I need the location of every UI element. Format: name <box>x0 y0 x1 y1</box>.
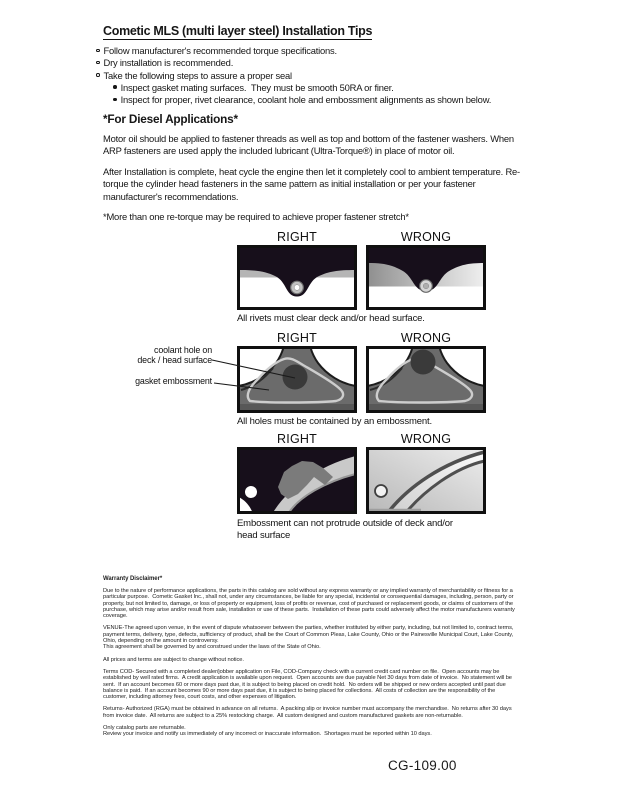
doc-number: CG-109.00 <box>388 758 457 773</box>
section-paragraph: Motor oil should be applied to fastener threads as well as top and bottom of the fastener washers. When ARP fasteners are used apply the included lubricant (Ultra-Torque®) in place of motor oil. <box>103 133 516 157</box>
diesel-applications-section <box>103 112 527 231</box>
right-label: RIGHT <box>277 230 317 244</box>
legal-paragraph-terms: Terms COD- Secured with a completed dealer/jobber application on File, COD-Company check with a current credit card number on file. Open accounts may be established by well rated firms. A credit application is available upon request. Open accounts are due payable Net 30 days from date of invoice. No statement will be sent. If an account becomes 60 or more days past due, it is subject to being placed on credit hold. No orders will be shipped or new orders accepted until past due balance is paid. If an account becomes 90 or more days past due, it is subject to being placed for collections. All costs of collection are the responsibility of the customer, including attorney fees, court costs, and other expenses of litigation. <box>103 668 514 701</box>
section-note: *More than one re-torque may be required to achieve proper fastener stretch* <box>103 211 409 223</box>
embossment-right-diagram <box>237 447 357 514</box>
annotation-gasket-embossment <box>100 376 212 386</box>
right-label: RIGHT <box>277 432 317 446</box>
page-title: Cometic MLS (multi layer steel) Installation Tips <box>103 24 373 38</box>
legal-paragraph-only-catalog: Only catalog parts are returnable. <box>103 725 186 732</box>
annotation-text: deck / head surface <box>137 355 212 366</box>
embossment-wrong-diagram <box>366 447 486 514</box>
figure-caption: All holes must be contained by an embossment. <box>237 416 432 427</box>
legal-paragraph-prices: All prices and terms are subject to change without notice. <box>103 656 244 663</box>
wrong-label: WRONG <box>400 331 452 345</box>
figure-diagrams <box>237 245 486 310</box>
rivet-right-diagram <box>237 245 357 310</box>
list-item-text: Dry installation is recommended. <box>103 57 234 69</box>
list-item-text: Inspect gasket mating surfaces. They must be smooth 50RA or finer. <box>120 81 394 93</box>
annotation-text: gasket embossment <box>135 376 212 386</box>
list-item <box>96 70 536 82</box>
legal-paragraph-governing: This agreement shall be governed by and construed under the laws of the State of Ohio. <box>103 644 321 651</box>
warranty-disclaimer-section <box>103 576 515 744</box>
list-item <box>96 57 536 69</box>
figure-embossment-protrusion <box>237 432 487 544</box>
coolant-wrong-diagram <box>366 346 486 413</box>
filled-bullet-icon <box>113 85 117 89</box>
figure-caption: Embossment can not protrude outside of deck and/or head surface <box>237 518 453 541</box>
annotation-coolant-hole <box>100 345 212 366</box>
list-item <box>96 45 536 57</box>
wrong-label: WRONG <box>400 230 452 244</box>
figure-diagrams <box>237 447 486 514</box>
rivet-wrong-diagram <box>366 245 486 310</box>
open-bullet-icon <box>96 61 100 65</box>
list-subitem <box>113 82 536 94</box>
figure-caption: All rivets must clear deck and/or head surface. <box>237 313 425 324</box>
wrong-label: WRONG <box>400 432 452 446</box>
legal-paragraph-review: Review your invoice and notify us immediately of any incorrect or inaccurate information. Shortages must be reported within 10 days. <box>103 731 432 738</box>
list-item-text: Inspect for proper, rivet clearance, coolant hole and embossment alignments as shown below. <box>120 94 492 106</box>
figure-labels <box>237 331 486 345</box>
legal-paragraph-warranty: Due to the nature of performance applications, the parts in this catalog are sold without any express warranty or any implied warranty of merchantability or fitness for a particular purpose. Cometic Gasket Inc., shall not, under any circumstances, be liable for any special, incidental or consequential damages, including, person, party or property, but not limited to, damage, or loss of property or equipment, loss of profits or revenue, cost of purchased or replacement goods, or claims of customers of the purchase, which may arise and/or result from sale, installation or use of these parts. Installation of these parts could adversely affect the motor manufacturers warranty coverage. <box>103 588 517 620</box>
annotation-text: coolant hole on <box>154 345 212 355</box>
figure-labels <box>237 432 486 446</box>
right-label: RIGHT <box>277 331 317 345</box>
legal-heading: Warranty Disclaimer* <box>103 576 163 582</box>
list-item-text: Follow manufacturer's recommended torque specifications. <box>103 45 337 56</box>
leader-lines <box>205 352 305 397</box>
installation-tips-list <box>96 45 536 106</box>
legal-paragraph-venue: VENUE-The agreed upon venue, in the event of dispute whatsoever between the parties, whether instituted by either party, including, but not limited to, contract terms, payment terms, delivery, type, defects, sufficiency of product, shall be the Court of Common Pleas, Lake County, Ohio or the Painesville Municipal Court, Lake County, Ohio, depending on the amount in controversy. <box>103 625 515 645</box>
open-bullet-icon <box>96 49 100 53</box>
list-subitem <box>113 94 536 106</box>
figure-rivet-clearance <box>237 230 487 330</box>
figure-labels <box>237 230 486 244</box>
section-heading: *For Diesel Applications* <box>103 112 238 126</box>
list-item-text: Take the following steps to assure a proper seal <box>103 69 292 81</box>
section-paragraph: After Installation is complete, heat cycle the engine then let it completely cool to ambient temperature. Re-torque the cylinder head fasteners in the same pattern as initial installation or per your fastener manufacturer's recommendations. <box>103 165 520 202</box>
open-bullet-icon <box>96 73 100 77</box>
filled-bullet-icon <box>113 98 117 102</box>
legal-paragraph-returns: Returns- Authorized (RGA) must be obtained in advance on all returns. A packing slip or invoice number must accompany the merchandise. No returns after 30 days from invoice date. All returns are subject to a 25% restocking charge. All custom designed and custom manufactured gaskets are non-returnable. <box>103 706 514 719</box>
